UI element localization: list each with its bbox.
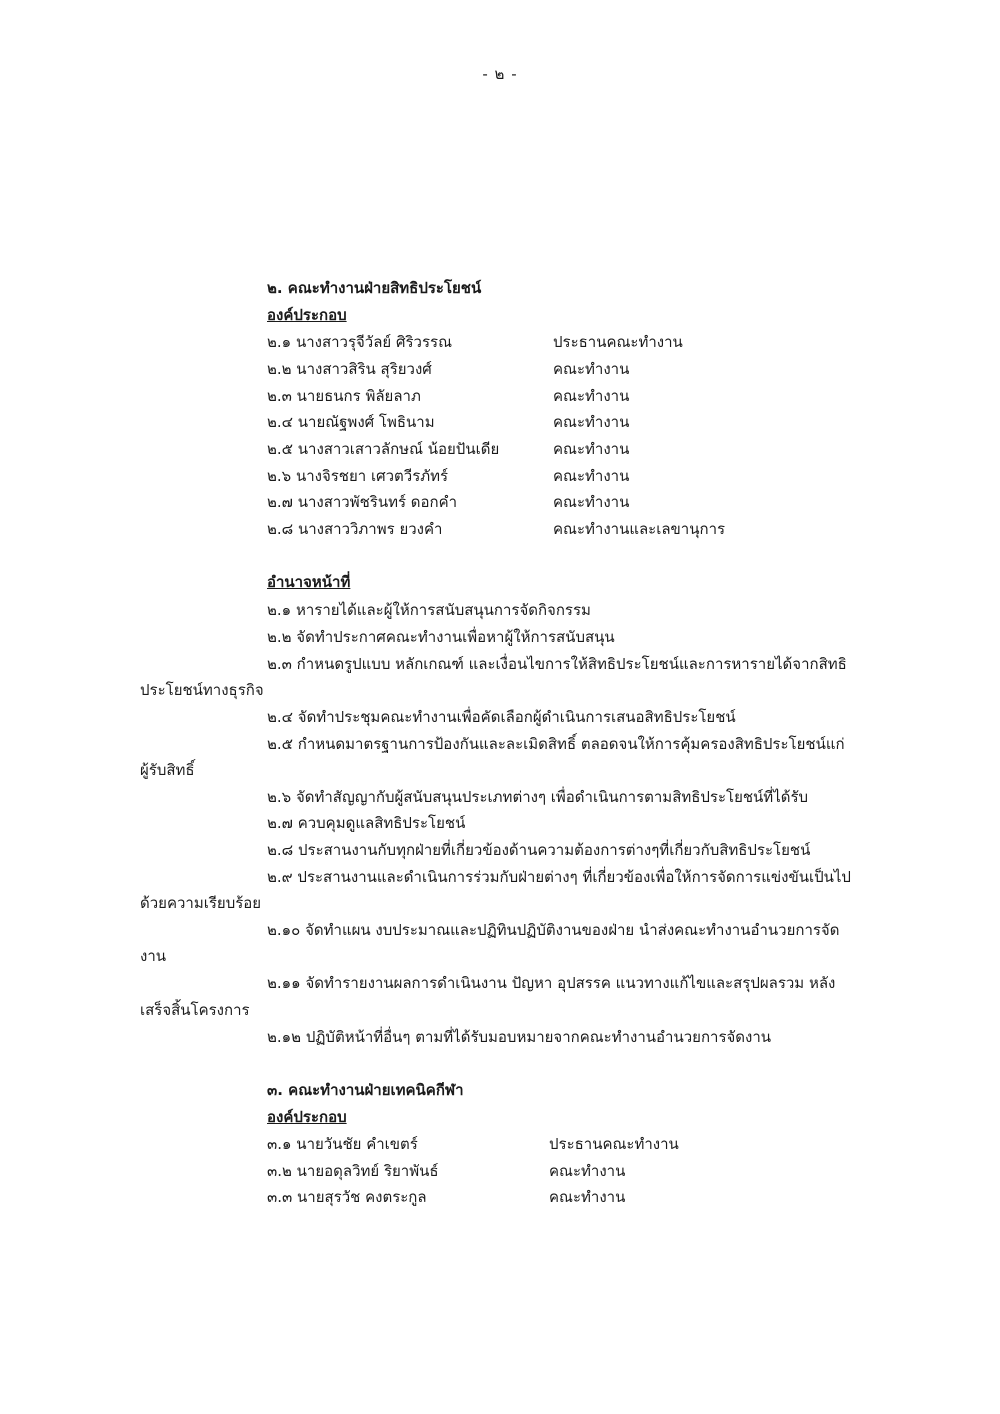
member-role: คณะทำงาน — [553, 360, 630, 378]
duty-item: ๒.๕ กำหนดมาตรฐานการป้องกันและละเมิดสิทธิ์ ตลอดจนให้การคุ้มครองสิทธิประโยชน์แก่ — [267, 735, 845, 753]
member-name: ๓.๑ นายวันชัย คำเขตร์ — [267, 1135, 418, 1153]
member-role: คณะทำงาน — [553, 440, 630, 458]
duty-item-continuation: เสร็จสิ้นโครงการ — [140, 1001, 250, 1019]
duty-item: ๒.๑๑ จัดทำรายงานผลการดำเนินงาน ปัญหา อุปสรรค แนวทางแก้ไขและสรุปผลรวม หลัง — [267, 974, 836, 992]
duty-item: ๒.๓ กำหนดรูปแบบ หลักเกณฑ์ และเงื่อนไขการให้สิทธิประโยชน์และการหารายได้จากสิทธิ — [267, 655, 847, 673]
duty-item: ๒.๙ ประสานงานและดำเนินการร่วมกับฝ่ายต่างๆ ที่เกี่ยวข้องเพื่อให้การจัดการแข่งขันเป็นไป — [267, 868, 851, 886]
member-role: คณะทำงานและเลขานุการ — [553, 520, 726, 538]
duty-item: ๒.๗ ควบคุมดูแลสิทธิประโยชน์ — [267, 814, 466, 832]
member-name: ๒.๗ นางสาวพัชรินทร์ ดอกคำ — [267, 493, 458, 511]
member-role: ประธานคณะทำงาน — [553, 333, 683, 351]
section-3-composition-heading: องค์ประกอบ — [267, 1108, 347, 1126]
section-2-title: ๒. คณะทำงานฝ่ายสิทธิประโยชน์ — [267, 279, 482, 297]
member-role: คณะทำงาน — [553, 387, 630, 405]
member-role: คณะทำงาน — [549, 1162, 626, 1180]
duty-item: ๒.๑๐ จัดทำแผน งบประมาณและปฏิทินปฏิบัติงานของฝ่าย นำส่งคณะทำงานอำนวยการจัด — [267, 921, 840, 939]
member-name: ๓.๒ นายอดุลวิทย์ ริยาพันธ์ — [267, 1162, 439, 1180]
duty-item-continuation: ประโยชน์ทางธุรกิจ — [140, 681, 264, 699]
section-2-duties-heading: อำนาจหน้าที่ — [267, 573, 351, 591]
member-name: ๒.๒ นางสาวสิริน สุริยวงศ์ — [267, 360, 432, 378]
section-3-title: ๓. คณะทำงานฝ่ายเทคนิคกีฬา — [267, 1081, 464, 1099]
member-role: คณะทำงาน — [553, 493, 630, 511]
member-name: ๒.๖ นางจิรชยา เศวตวีรภัทร์ — [267, 467, 449, 485]
duty-item: ๒.๖ จัดทำสัญญากับผู้สนับสนุนประเภทต่างๆ เพื่อดำเนินการตามสิทธิประโยชน์ที่ได้รับ — [267, 788, 809, 806]
page-number: - ๒ - — [482, 65, 518, 83]
duty-item-continuation: ผู้รับสิทธิ์ — [140, 761, 195, 779]
member-role: คณะทำงาน — [553, 467, 630, 485]
member-name: ๒.๑ นางสาวรุจีวัลย์ ศิริวรรณ — [267, 333, 452, 351]
member-role: คณะทำงาน — [549, 1188, 626, 1206]
member-name: ๓.๓ นายสุรวัช คงตระกูล — [267, 1188, 427, 1206]
duty-item: ๒.๒ จัดทำประกาศคณะทำงานเพื่อหาผู้ให้การสนับสนุน — [267, 628, 615, 646]
duty-item: ๒.๘ ประสานงานกับทุกฝ่ายที่เกี่ยวข้องด้านความต้องการต่างๆที่เกี่ยวกับสิทธิประโยชน์ — [267, 841, 811, 859]
member-role: ประธานคณะทำงาน — [549, 1135, 679, 1153]
member-name: ๒.๓ นายธนกร พิลัยลาภ — [267, 387, 421, 405]
member-role: คณะทำงาน — [553, 413, 630, 431]
duty-item: ๒.๑ หารายได้และผู้ให้การสนับสนุนการจัดกิจกรรม — [267, 601, 591, 619]
member-name: ๒.๕ นางสาวเสาวลักษณ์ น้อยปันเดีย — [267, 440, 500, 458]
member-name: ๒.๘ นางสาววิภาพร ยวงคำ — [267, 520, 443, 538]
duty-item: ๒.๑๒ ปฏิบัติหน้าที่อื่นๆ ตามที่ได้รับมอบหมายจากคณะทำงานอำนวยการจัดงาน — [267, 1028, 772, 1046]
member-name: ๒.๔ นายณัฐพงศ์ โพธินาม — [267, 413, 435, 431]
duty-item-continuation: งาน — [140, 947, 167, 965]
duty-item-continuation: ด้วยความเรียบร้อย — [140, 894, 262, 912]
duty-item: ๒.๔ จัดทำประชุมคณะทำงานเพื่อคัดเลือกผู้ดำเนินการเสนอสิทธิประโยชน์ — [267, 708, 736, 726]
section-2-composition-heading: องค์ประกอบ — [267, 306, 347, 324]
